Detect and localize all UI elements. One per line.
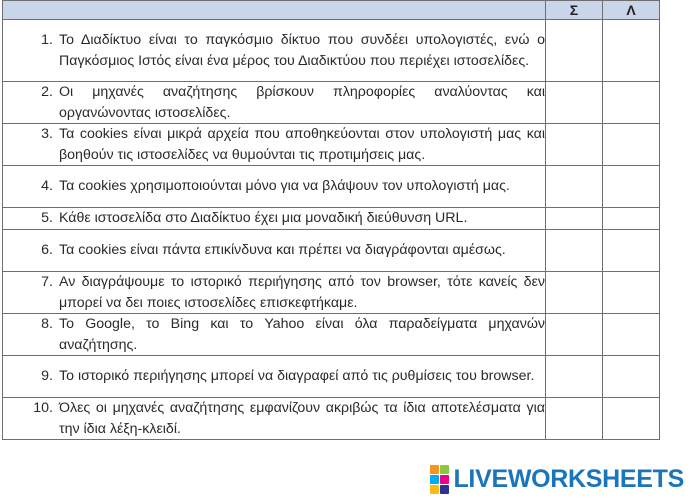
statement-cell	[3, 314, 546, 356]
table-row	[3, 272, 660, 314]
header-false: Λ	[603, 1, 660, 20]
statement-cell	[3, 82, 546, 124]
statement-number: 3.	[41, 126, 53, 142]
statement-number: 6.	[41, 242, 53, 259]
true-answer-box[interactable]	[546, 272, 603, 314]
statement-text: Αν διαγράψουμε το ιστορικό περιήγησης από τον browser, τότε κανείς δεν μπορεί να δει ποιες ιστοσελίδες επισκεφτήκαμε.	[59, 274, 545, 311]
false-answer-box[interactable]	[603, 272, 660, 314]
true-answer-box[interactable]	[546, 82, 603, 124]
false-answer-box[interactable]	[603, 166, 660, 208]
statement-text: Το ιστορικό περιήγησης μπορεί να διαγραφεί από τις ρυθμίσεις του browser.	[59, 368, 535, 385]
logo-grid-icon	[430, 465, 449, 494]
table-row	[3, 20, 660, 82]
table-row	[3, 314, 660, 356]
false-answer-box[interactable]	[603, 230, 660, 272]
statement-cell	[3, 398, 546, 440]
brand-name: LIVEWORKSHEETS	[453, 465, 684, 493]
liveworksheets-logo	[430, 465, 684, 494]
statement-text: Τα cookies είναι μικρά αρχεία που αποθηκεύονται στον υπολογιστή μας και βοηθούν τις ιστοσελίδες να θυμούνται τις προτιμήσεις μας.	[59, 126, 545, 163]
true-answer-box[interactable]	[546, 20, 603, 82]
true-answer-box[interactable]	[546, 124, 603, 166]
statement-cell	[3, 356, 546, 398]
statement-text: Τα cookies χρησιμοποιούνται μόνο για να βλάψουν τον υπολογιστή μας.	[59, 178, 510, 195]
statement-cell	[3, 208, 546, 230]
false-answer-box[interactable]	[603, 124, 660, 166]
header-row	[3, 1, 660, 20]
statement-text: Τα cookies είναι πάντα επικίνδυνα και πρέπει να διαγράφονται αμέσως.	[59, 242, 506, 259]
false-answer-box[interactable]	[603, 20, 660, 82]
statement-cell	[3, 20, 546, 82]
table-row	[3, 230, 660, 272]
false-answer-box[interactable]	[603, 314, 660, 356]
statement-text: Όλες οι μηχανές αναζήτησης εμφανίζουν ακριβώς τα ίδια αποτελέσματα για την ίδια λέξη-κλειδί.	[59, 400, 545, 437]
table-row	[3, 356, 660, 398]
true-answer-box[interactable]	[546, 398, 603, 440]
statement-cell	[3, 166, 546, 208]
true-false-table	[2, 0, 660, 440]
statement-text: Κάθε ιστοσελίδα στο Διαδίκτυο έχει μια μοναδική διεύθυνση URL.	[59, 210, 468, 227]
statement-number: 5.	[41, 210, 53, 227]
false-answer-box[interactable]	[603, 82, 660, 124]
statement-number: 2.	[41, 84, 53, 100]
table-row	[3, 166, 660, 208]
false-answer-box[interactable]	[603, 208, 660, 230]
true-answer-box[interactable]	[546, 314, 603, 356]
statement-number: 1.	[41, 32, 53, 48]
statement-text: Το Google, το Bing και το Yahoo είναι όλα παραδείγματα μηχανών αναζήτησης.	[59, 316, 545, 353]
statement-cell	[3, 230, 546, 272]
true-answer-box[interactable]	[546, 208, 603, 230]
header-blank-cell	[3, 1, 546, 20]
true-answer-box[interactable]	[546, 230, 603, 272]
false-answer-box[interactable]	[603, 398, 660, 440]
true-answer-box[interactable]	[546, 166, 603, 208]
statement-number: 4.	[41, 178, 53, 195]
false-answer-box[interactable]	[603, 356, 660, 398]
table-row	[3, 124, 660, 166]
table-row	[3, 82, 660, 124]
statement-number: 8.	[41, 316, 53, 332]
header-true: Σ	[546, 1, 603, 20]
statement-text: Οι μηχανές αναζήτησης βρίσκουν πληροφορίες αναλύοντας και οργανώνοντας ιστοσελίδες.	[59, 84, 545, 121]
statement-number: 7.	[41, 274, 53, 290]
statement-number: 10.	[33, 400, 53, 416]
table-row	[3, 398, 660, 440]
table-row	[3, 208, 660, 230]
statement-text: Το Διαδίκτυο είναι το παγκόσμιο δίκτυο που συνδέει υπολογιστές, ενώ ο Παγκόσμιος Ιστός είναι ένα μέρος του Διαδικτύου που περιέχει ιστοσελίδες.	[59, 32, 545, 69]
statement-cell	[3, 272, 546, 314]
statement-cell	[3, 124, 546, 166]
statement-number: 9.	[41, 368, 53, 385]
true-answer-box[interactable]	[546, 356, 603, 398]
